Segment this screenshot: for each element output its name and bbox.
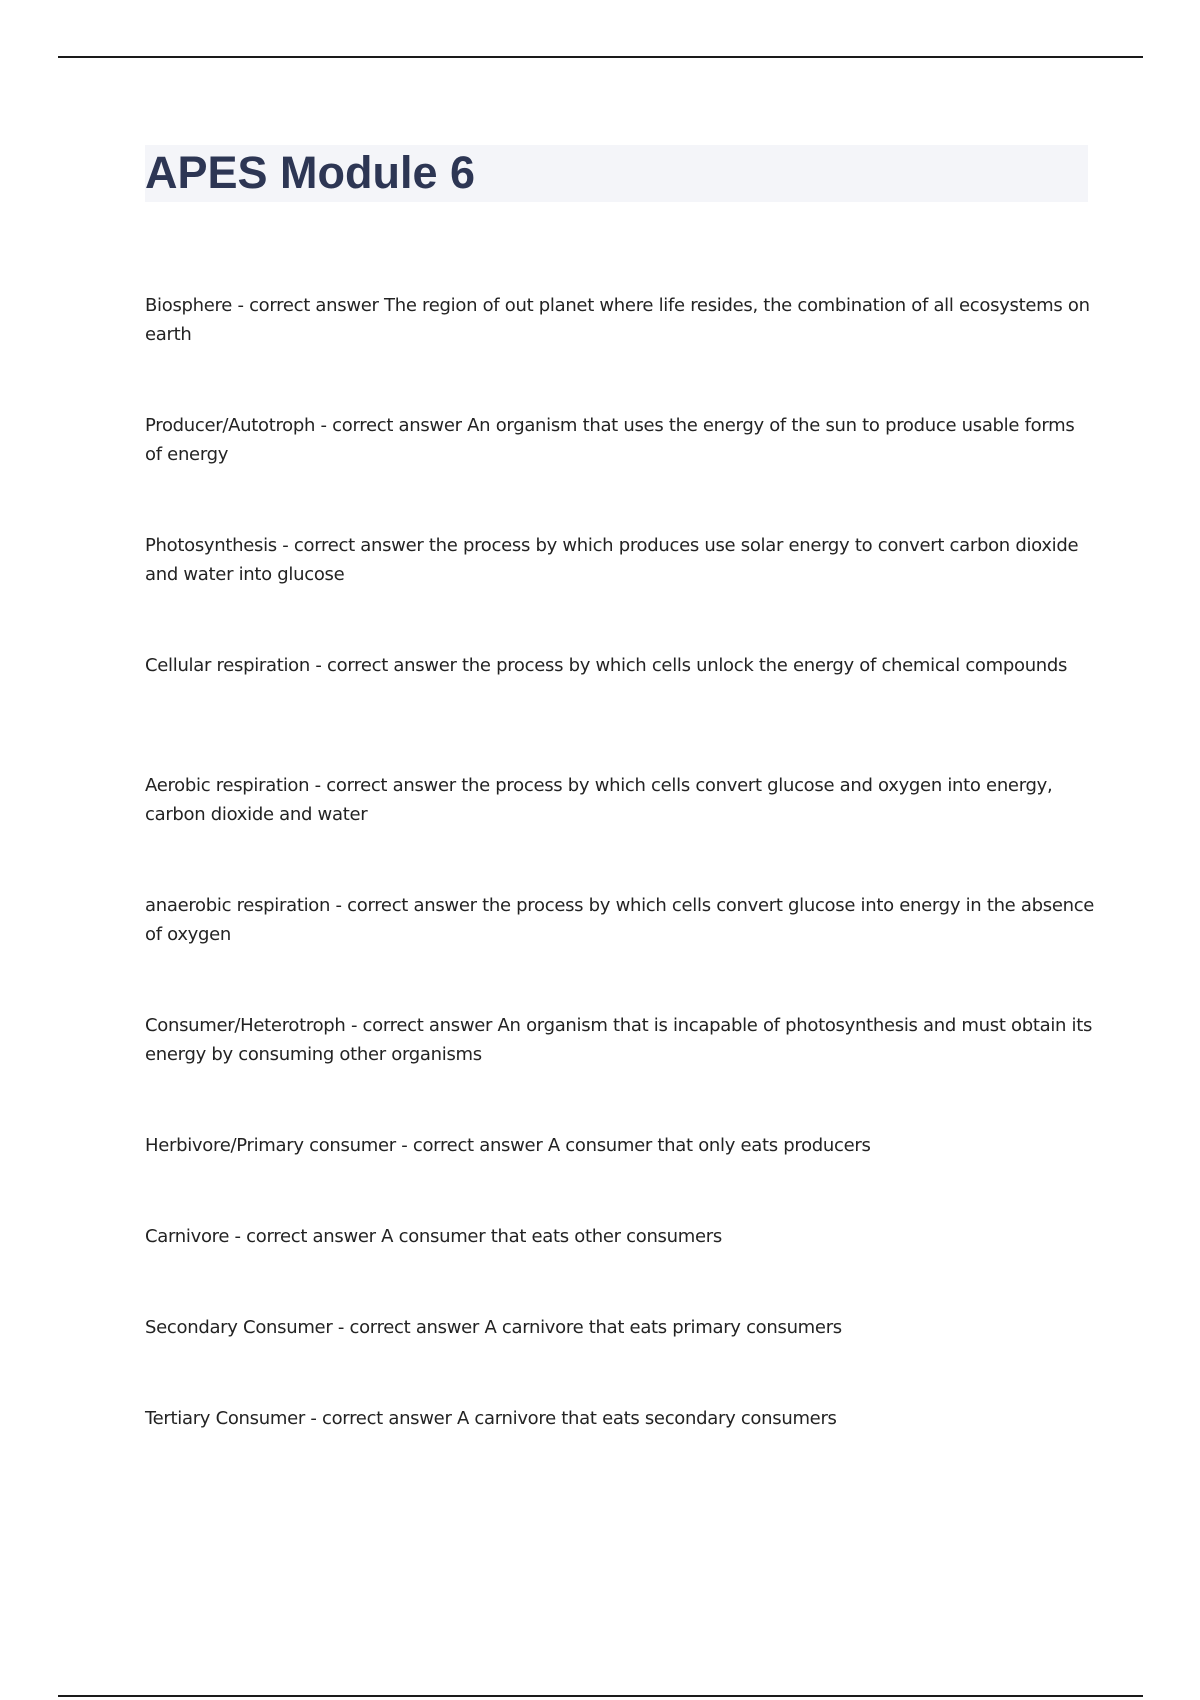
flashcard-entry: Herbivore/Primary consumer - correct answer A consumer that only eats producers [145, 1135, 871, 1156]
flashcard-entry: Aerobic respiration - correct answer the process by which cells convert glucose and oxygen into energy, carbon dioxide and water [145, 775, 1053, 825]
flashcard-entry: anaerobic respiration - correct answer the process by which cells convert glucose into energy in the absence of oxygen [145, 895, 1095, 945]
document-title: APES Module 6 [145, 147, 476, 198]
flashcard-entry: Photosynthesis - correct answer the process by which produces use solar energy to convert carbon dioxide and water into glucose [145, 535, 1079, 585]
flashcard-entry: Secondary Consumer - correct answer A carnivore that eats primary consumers [145, 1317, 842, 1338]
flashcard-entry: Consumer/Heterotroph - correct answer An organism that is incapable of photosynthesis and must obtain its energy by consuming other organisms [145, 1015, 1093, 1065]
flashcard-list [145, 291, 1095, 1495]
flashcard-entry: Cellular respiration - correct answer the process by which cells unlock the energy of chemical compounds [145, 655, 1068, 676]
footer-rule [58, 1695, 1143, 1697]
flashcard-entry: Carnivore - correct answer A consumer that eats other consumers [145, 1226, 722, 1247]
header-rule [58, 56, 1143, 58]
flashcard-entry: Producer/Autotroph - correct answer An organism that uses the energy of the sun to produce usable forms of energy [145, 415, 1075, 465]
flashcard-entry: Biosphere - correct answer The region of out planet where life resides, the combination of all ecosystems on earth [145, 295, 1090, 345]
flashcard-entry: Tertiary Consumer - correct answer A carnivore that eats secondary consumers [145, 1408, 837, 1429]
